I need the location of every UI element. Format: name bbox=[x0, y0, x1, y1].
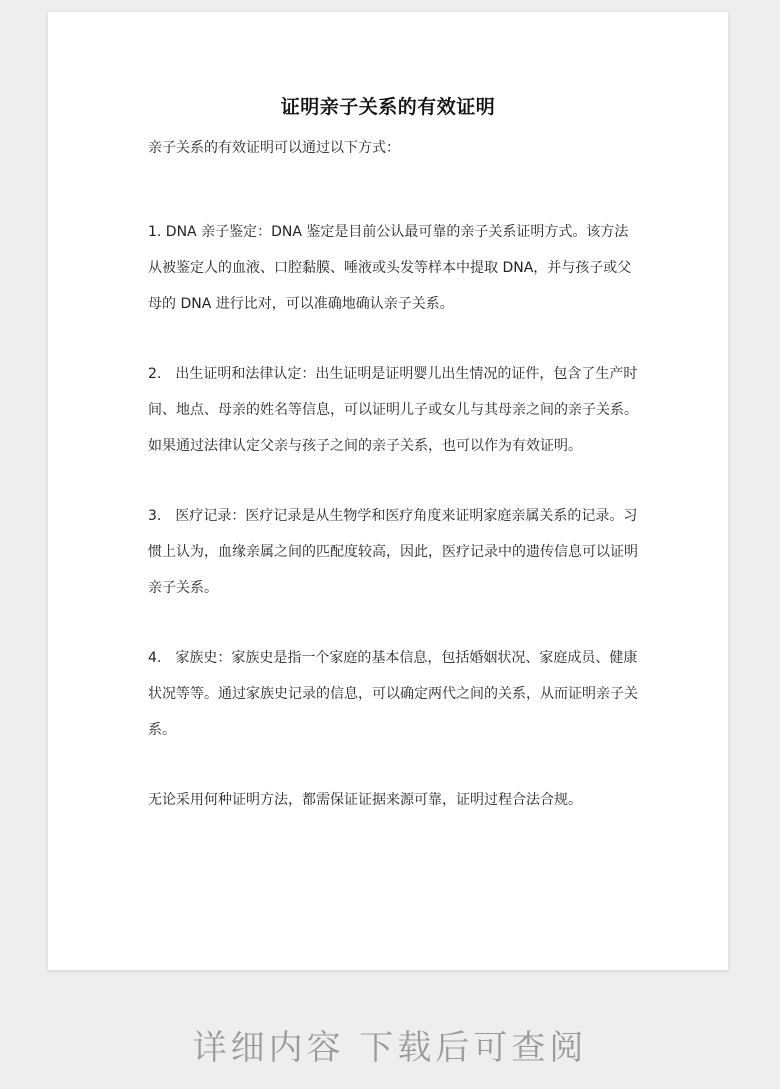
intro-paragraph: 亲子关系的有效证明可以通过以下方式： bbox=[148, 140, 400, 156]
document-page bbox=[48, 12, 728, 970]
paragraph-family-history: 4. 家族史：家族史是指一个家庭的基本信息，包括婚姻状况、家庭成员、健康状况等等。通过家族史记录的信息，可以确定两代之间的关系，从而证明亲子关系。 bbox=[148, 650, 638, 738]
closing-paragraph: 无论采用何种证明方法，都需保证证据来源可靠，证明过程合法合规。 bbox=[148, 792, 582, 808]
download-note: 详细内容 下载后可查阅 bbox=[192, 1028, 588, 1068]
paragraph-medical-records: 3. 医疗记录：医疗记录是从生物学和医疗角度来证明家庭亲属关系的记录。习惯上认为，血缘亲属之间的匹配度较高，因此，医疗记录中的遗传信息可以证明亲子关系。 bbox=[148, 508, 638, 596]
paragraph-dna: 1. DNA 亲子鉴定：DNA 鉴定是目前公认最可靠的亲子关系证明方式。该方法从被鉴定人的血液、口腔黏膜、唾液或头发等样本中提取 DNA，并与孩子或父母的 DNA 进行比对，可以准确地确认亲子关系。 bbox=[148, 224, 632, 312]
paragraph-birth-certificate: 2. 出生证明和法律认定：出生证明是证明婴儿出生情况的证件，包含了生产时间、地点、母亲的姓名等信息，可以证明儿子或女儿与其母亲之间的亲子关系。如果通过法律认定父亲与孩子之间的亲子关系，也可以作为有效证明。 bbox=[148, 366, 638, 454]
document-title: 证明亲子关系的有效证明 bbox=[280, 96, 496, 118]
